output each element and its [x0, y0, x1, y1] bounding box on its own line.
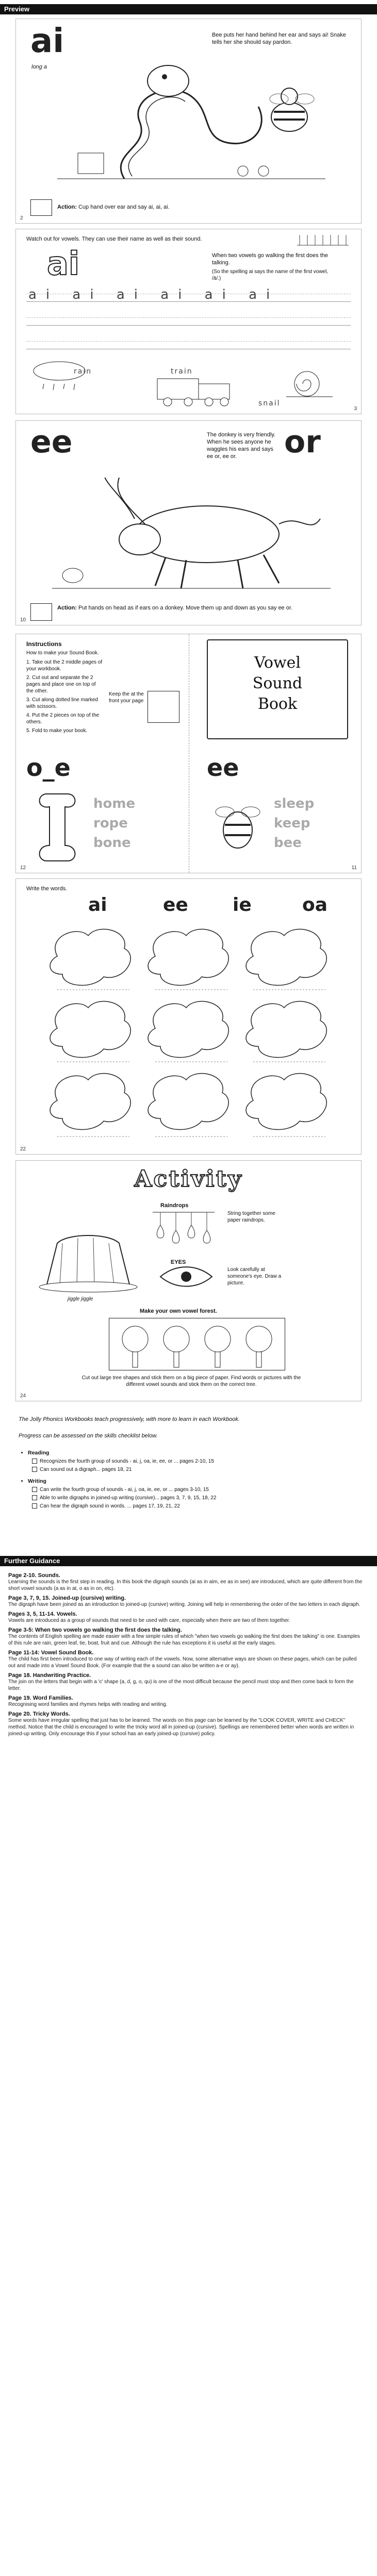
page-number: 22 [20, 1146, 26, 1152]
page-number: 3 [354, 406, 357, 412]
digraph-ai: ai [30, 22, 64, 60]
guidance-heading: Page 18. Handwriting Practice. [8, 1672, 91, 1679]
book-diagram [147, 691, 179, 723]
bee-illustration [212, 789, 264, 866]
instructions-steps [26, 659, 104, 736]
page-22 [15, 878, 362, 1155]
further-guidance-header: Further Guidance [0, 1556, 377, 1566]
jelly-illustration [37, 1223, 140, 1295]
digraph-o-e: o_e [26, 754, 71, 782]
page-24 [15, 1160, 362, 1401]
word-keep: keep [274, 816, 310, 831]
writing-skill-row [32, 1503, 354, 1510]
intro-text-2: Progress can be assessed on the skills checklist below. [19, 1433, 158, 1439]
guidance-text: The digraph have been joined as an introduction to joined-up (cursive) writing. Joining will help in remembering the order of the two letters in each digraph. [8, 1602, 360, 1607]
guidance-item [8, 1650, 364, 1669]
cover-word: Book [257, 695, 298, 713]
guidance-item [8, 1627, 364, 1647]
writing-label: Writing [28, 1478, 46, 1484]
page-number: 24 [20, 1393, 26, 1399]
step: 5. Fold to make your book. [26, 728, 88, 734]
page-number-left: 12 [20, 865, 26, 871]
guidance-text: Some words have irregular spelling that just has to be learned. The words on this page can be learned by the "LOOK COVER, WRITE and CHECK" method. Notice that the child is encouraged to write the tricky word all in joined-up (cursive). Spellings are remembered better when words are written in joined-up writing. Only encourage this if your school has an early joined-up (cursive) policy. [8, 1718, 354, 1737]
trace-row-1: ai ai ai ai ai ai [28, 287, 280, 302]
preview-header: Preview [0, 4, 377, 14]
guidance-text: Vowels are introduced as a group of sounds that need to be used with care, especially when there are two of them together. [8, 1618, 290, 1623]
donkey-illustration [52, 478, 331, 591]
action-text: Cup hand over ear and say ai, ai, ai. [78, 204, 170, 210]
vowel-forest-label: Make your own vowel forest. [140, 1308, 217, 1314]
write-words-title: Write the words. [26, 886, 68, 892]
guidance-heading: Page 20. Tricky Words. [8, 1711, 70, 1717]
forest-instructions: Cut out large tree shapes and stick them on a big piece of paper. Find words or pictures with the different vowel sounds and stick them on the correct tree. [81, 1375, 301, 1387]
page-3 [15, 229, 362, 414]
guidance-text: Learning the sounds is the first step in reading. In this book the digraph sounds (ai as in aim, ee as in see) are introduced, which are quite different from the short vowel sounds (a as in at, o as in on, etc). [8, 1579, 363, 1591]
guidance-list [8, 1572, 364, 1740]
instructions-title: Instructions [26, 640, 62, 648]
digraph-ai-outline: ai [47, 245, 80, 282]
word-home: home [93, 796, 136, 811]
trees-illustration [109, 1318, 285, 1370]
raindrops-note: String together some paper raindrops. [227, 1211, 275, 1223]
step: 4. Put the 2 pieces on top of the others. [26, 713, 100, 725]
cover-word: Vowel [254, 654, 301, 672]
instructions-intro: How to make your Sound Book. [26, 650, 99, 656]
action-label: Action: [57, 204, 77, 210]
page-number: 2 [20, 215, 23, 221]
step: 1. Take out the 2 middle pages of your workbook. [26, 659, 103, 672]
step: 3. Cut along dotted line marked with scissors. [26, 697, 98, 709]
reading-skill-row [32, 1458, 354, 1465]
skills-checklist [19, 1448, 354, 1511]
word-rope: rope [93, 816, 128, 831]
eyes-note: Look carefully at someone's eye. Draw a picture. [227, 1267, 282, 1286]
word-snail: snail [258, 399, 281, 408]
skill-text: Can sound out a digraph... pages 18, 21 [40, 1467, 132, 1472]
fence-icon [294, 232, 351, 248]
rain-train-snail-illustration [28, 358, 348, 410]
guidance-text: Recognising word families and rhymes helps with reading and writing. [8, 1702, 168, 1707]
word-train: train [171, 367, 193, 376]
guidance-heading: Pages 3, 5, 11-14. Vowels. [8, 1611, 77, 1617]
vowel-sound-book-cover [207, 639, 348, 739]
checkbox[interactable] [32, 1459, 37, 1464]
long-a-caption: long a [31, 64, 47, 70]
donkey-story: The donkey is very friendly. When he sees anyone he waggles his ears and says ee or, ee or. [207, 432, 276, 460]
raindrops-label: Raindrops [160, 1202, 189, 1209]
digraph-ee: ee [207, 754, 239, 782]
guidance-item [8, 1711, 364, 1737]
word-rain: rain [74, 367, 92, 376]
skill-text: Able to write digraphs in joined-up writing (cursive)... pages 3, 7, 9, 15, 18, 22 [40, 1495, 217, 1501]
jiggle-text: jiggle jiggle [68, 1296, 93, 1302]
vowel-rule-note: (So the spelling ai says the name of the first vowel, /ā/.) [212, 269, 329, 281]
page-11-12-spread [15, 634, 362, 873]
checkbox[interactable] [32, 1487, 37, 1492]
guidance-item [8, 1672, 364, 1692]
skill-text: Can hear the digraph sound in words. ... pages 17, 19, 21, 22 [40, 1503, 180, 1509]
intro-text: The Jolly Phonics Workbooks teach progressively, with more to learn in each Workbook. [19, 1416, 240, 1422]
guidance-heading: Page 19. Word Families. [8, 1695, 73, 1701]
checkbox[interactable] [32, 1503, 37, 1509]
page-number: 10 [20, 617, 26, 623]
eyes-label: EYES [171, 1259, 186, 1265]
vowel-rule: When two vowels go walking the first does the talking. [212, 252, 329, 266]
activity-title: Activity [134, 1166, 243, 1192]
vowel-forest-box [109, 1318, 285, 1370]
skill-text: Recognizes the fourth group of sounds - ai, j, oa, ie, ee, or ... pages 2-10, 15 [40, 1459, 214, 1464]
reading-skill-row [32, 1466, 354, 1473]
word-cloud-grid [47, 925, 346, 1142]
guidance-text: The contents of English spelling are made easier with a few simple rules of which "when two vowels go walking the first does the talking" is one. Examples of this rule are rain, green leaf, tie, boat, fruit and cue. Although the rule has exceptions it is useful at the early stages. [8, 1634, 360, 1646]
writing-skill-row [32, 1495, 354, 1501]
guidance-item [8, 1595, 364, 1608]
col-ie: ie [233, 894, 252, 916]
guidance-heading: Page 11-14: Vowel Sound Book. [8, 1650, 94, 1656]
raindrops-illustration [150, 1210, 217, 1256]
bone-illustration [31, 789, 83, 866]
guidance-item [8, 1611, 364, 1624]
guidance-text: The join on the letters that begin with a 'c' shape (a, d, g, o, qu) is one of the most difficult because the pencil must stop and then come back to form the letter. [8, 1679, 354, 1691]
step: 2. Cut out and separate the 2 pages and place one on top of the other. [26, 675, 96, 694]
action-line [57, 204, 170, 211]
digraph-ee: ee [30, 424, 73, 460]
cover-word: Sound [252, 674, 303, 692]
action-text: Put hands on head as if ears on a donkey. Move them up and down as you say ee or. [78, 605, 292, 611]
page-2 [15, 19, 362, 224]
col-oa: oa [302, 894, 328, 916]
guidance-item [8, 1572, 364, 1592]
word-bee: bee [274, 835, 302, 851]
guidance-heading: Page 2-10. Sounds. [8, 1572, 60, 1579]
action-icon-box [30, 603, 52, 621]
writing-skill-row [32, 1486, 354, 1493]
guidance-item [8, 1695, 364, 1708]
guidance-heading: Page 3-5: When two vowels go walking the first does the talking. [8, 1627, 182, 1633]
col-ai: ai [88, 894, 107, 916]
page-number-right: 11 [351, 865, 357, 871]
col-ee: ee [163, 894, 188, 916]
guidance-text: The child has first been introduced to one way of writing each of the vowels. Now, some alternative ways are shown on these pages, which can be pulled out and made into a Vowel Sound Book. (For example that the a sound can also be written a-e or ay). [8, 1656, 357, 1669]
eye-illustration [155, 1266, 217, 1287]
word-sleep: sleep [274, 796, 315, 811]
side-note: Keep the at the front your page [109, 691, 144, 704]
checkbox[interactable] [32, 1467, 37, 1472]
digraph-or: or [284, 424, 321, 460]
guidance-heading: Page 3, 7, 9, 15. Joined-up (cursive) writing. [8, 1595, 126, 1601]
action-line [57, 604, 346, 612]
watch-vowels-text: Watch out for vowels. They can use their name as well as their sound. [26, 236, 202, 242]
checkbox[interactable] [32, 1495, 37, 1500]
reading-label: Reading [28, 1450, 50, 1456]
word-bone: bone [93, 835, 131, 851]
page-10 [15, 420, 362, 625]
action-label: Action: [57, 605, 77, 611]
action-icon-box [30, 199, 52, 216]
oe-words [93, 794, 135, 853]
snake-bee-illustration [47, 50, 336, 189]
skill-text: Can write the fourth group of sounds - ai, j, oa, ie, ee, or ... pages 3-10, 15 [40, 1487, 209, 1493]
story-text: Bee puts her hand behind her ear and says ai! Snake tells her she should say pardon. [212, 32, 346, 45]
ee-words [274, 794, 314, 853]
